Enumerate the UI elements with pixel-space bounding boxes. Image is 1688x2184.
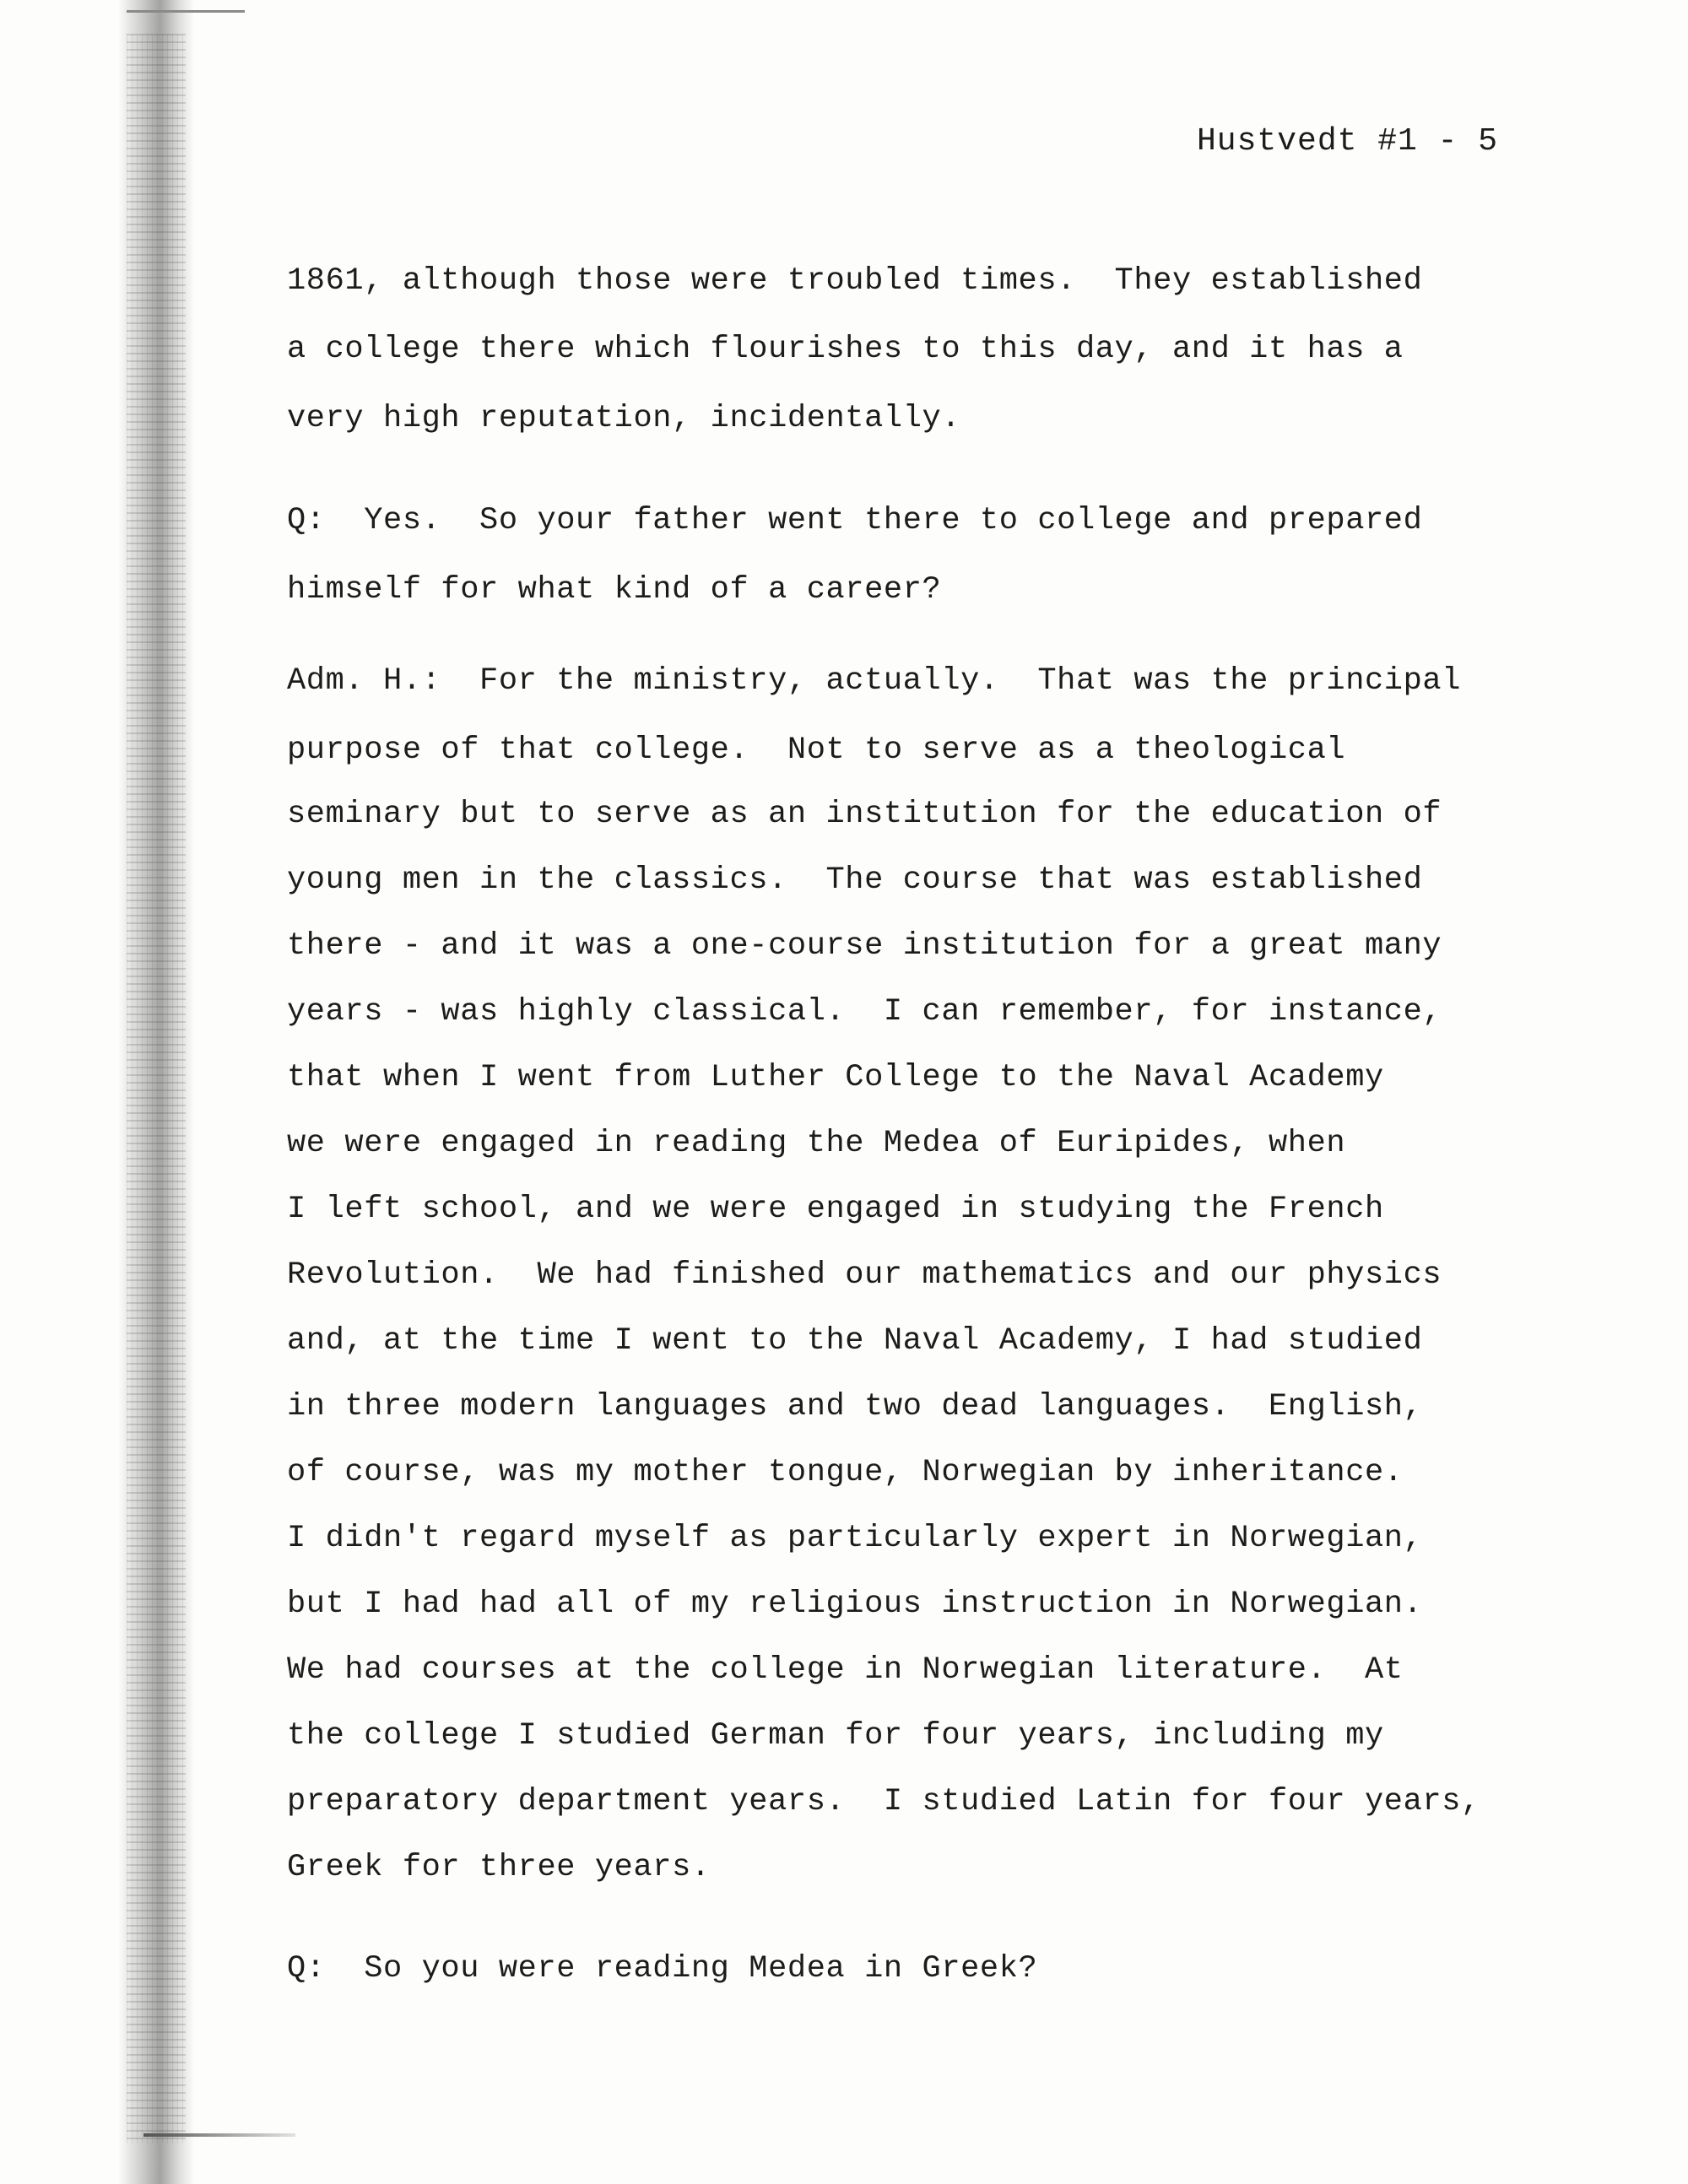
- text-line: that when I went from Luther College to the Naval Academy: [287, 1060, 1384, 1095]
- text-line: the college I studied German for four years, including my: [287, 1718, 1384, 1754]
- top-edge-mark: [127, 10, 245, 13]
- text-line: I left school, and we were engaged in studying the French: [287, 1192, 1384, 1227]
- text-line: there - and it was a one-course institution for a great many: [287, 928, 1442, 964]
- text-line: in three modern languages and two dead languages. English,: [287, 1389, 1423, 1424]
- question-line: Q: Yes. So your father went there to college and prepared: [287, 503, 1423, 538]
- text-line: preparatory department years. I studied Latin for four years,: [287, 1784, 1480, 1819]
- text-line: years - was highly classical. I can remember, for instance,: [287, 994, 1442, 1030]
- text-line: Greek for three years.: [287, 1850, 711, 1885]
- text-line: We had courses at the college in Norwegian literature. At: [287, 1652, 1404, 1688]
- text-line: we were engaged in reading the Medea of Euripides, when: [287, 1126, 1346, 1161]
- question-line: Q: So you were reading Medea in Greek?: [287, 1951, 1038, 1987]
- text-line: seminary but to serve as an institution for the education of: [287, 797, 1442, 832]
- text-line: I didn't regard myself as particularly expert in Norwegian,: [287, 1521, 1423, 1556]
- text-line: himself for what kind of a career?: [287, 572, 942, 608]
- photocopy-edge-noise: [127, 34, 186, 2143]
- text-line: and, at the time I went to the Naval Academy, I had studied: [287, 1323, 1423, 1359]
- text-line: young men in the classics. The course that was established: [287, 862, 1423, 898]
- answer-line: Adm. H.: For the ministry, actually. That was the principal: [287, 663, 1462, 699]
- text-line: Revolution. We had finished our mathematics and our physics: [287, 1257, 1442, 1293]
- text-line: but I had had all of my religious instruction in Norwegian.: [287, 1587, 1423, 1622]
- text-line: very high reputation, incidentally.: [287, 401, 961, 436]
- page-header-reference: Hustvedt #1 - 5: [1197, 123, 1499, 159]
- text-line: purpose of that college. Not to serve as a theological: [287, 733, 1346, 768]
- bottom-edge-mark: [143, 2133, 295, 2137]
- text-line: 1861, although those were troubled times. They established: [287, 263, 1423, 299]
- text-line: a college there which flourishes to this day, and it has a: [287, 332, 1404, 367]
- text-line: of course, was my mother tongue, Norwegian by inheritance.: [287, 1455, 1404, 1490]
